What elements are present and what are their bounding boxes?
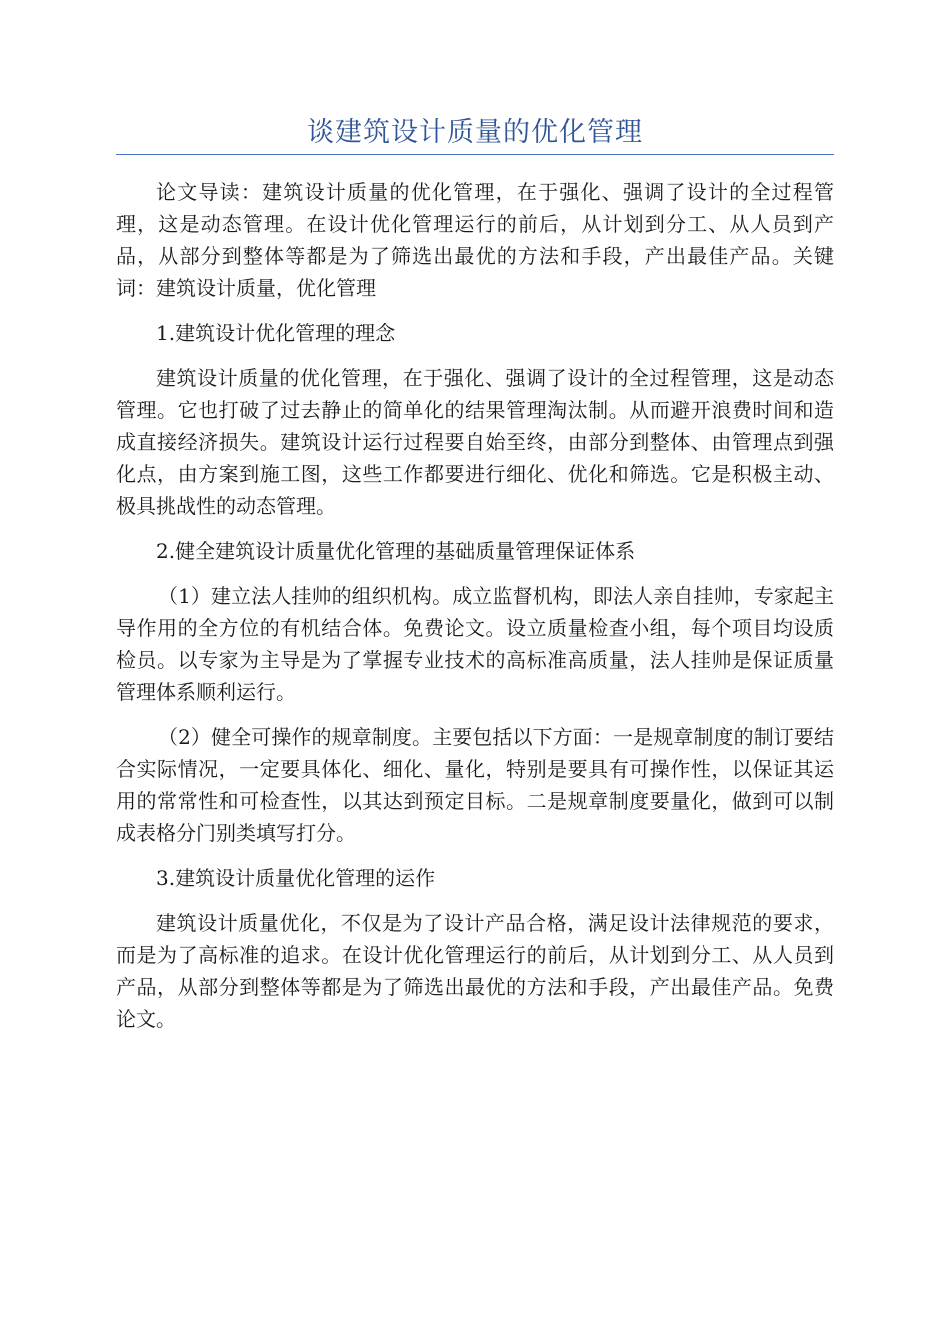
abstract-paragraph: 论文导读：建筑设计质量的优化管理，在于强化、强调了设计的全过程管理，这是动态管理。在设计优化管理运行的前后，从计划到分工、从人员到产品，从部分到整体等都是为了筛选出最优的方法和手段，产出最佳产品。关键词：建筑设计质量，优化管理: [116, 180, 834, 300]
body-paragraph-1: 建筑设计质量的优化管理，在于强化、强调了设计的全过程管理，这是动态管理。它也打破了过去静止的简单化的结果管理淘汰制。从而避开浪费时间和造成直接经济损失。建筑设计运行过程要自始至终，由部分到整体、由管理点到强化点，由方案到施工图，这些工作都要进行细化、优化和筛选。它是积极主动、极具挑战性的动态管理。: [116, 366, 834, 518]
section-heading-2: 2.健全建筑设计质量优化管理的基础质量管理保证体系: [156, 539, 636, 563]
list-item-2: （2）健全可操作的规章制度。主要包括以下方面：一是规章制度的制订要结合实际情况，一定要具体化、细化、量化，特别是要具有可操作性，以保证其运用的常常性和可检查性，以其达到预定目标。二是规章制度要量化，做到可以制成表格分门别类填写打分。: [116, 725, 834, 845]
title-underline: [116, 154, 834, 155]
body-paragraph-3: 建筑设计质量优化，不仅是为了设计产品合格，满足设计法律规范的要求，而是为了高标准的追求。在设计优化管理运行的前后，从计划到分工、从人员到产品，从部分到整体等都是为了筛选出最优的方法和手段，产出最佳产品。免费论文。: [116, 911, 834, 1031]
document-body: [116, 176, 834, 1048]
section-heading-3: 3.建筑设计质量优化管理的运作: [156, 866, 436, 890]
section-heading-1: 1.建筑设计优化管理的理念: [156, 321, 396, 345]
document-title: 谈建筑设计质量的优化管理: [307, 117, 643, 148]
list-item-1: （1）建立法人挂帅的组织机构。成立监督机构，即法人亲自挂帅，专家起主导作用的全方位的有机结合体。免费论文。设立质量检查小组，每个项目均设质检员。以专家为主导是为了掌握专业技术的高标准高质量，法人挂帅是保证质量管理体系顺利运行。: [116, 584, 834, 704]
